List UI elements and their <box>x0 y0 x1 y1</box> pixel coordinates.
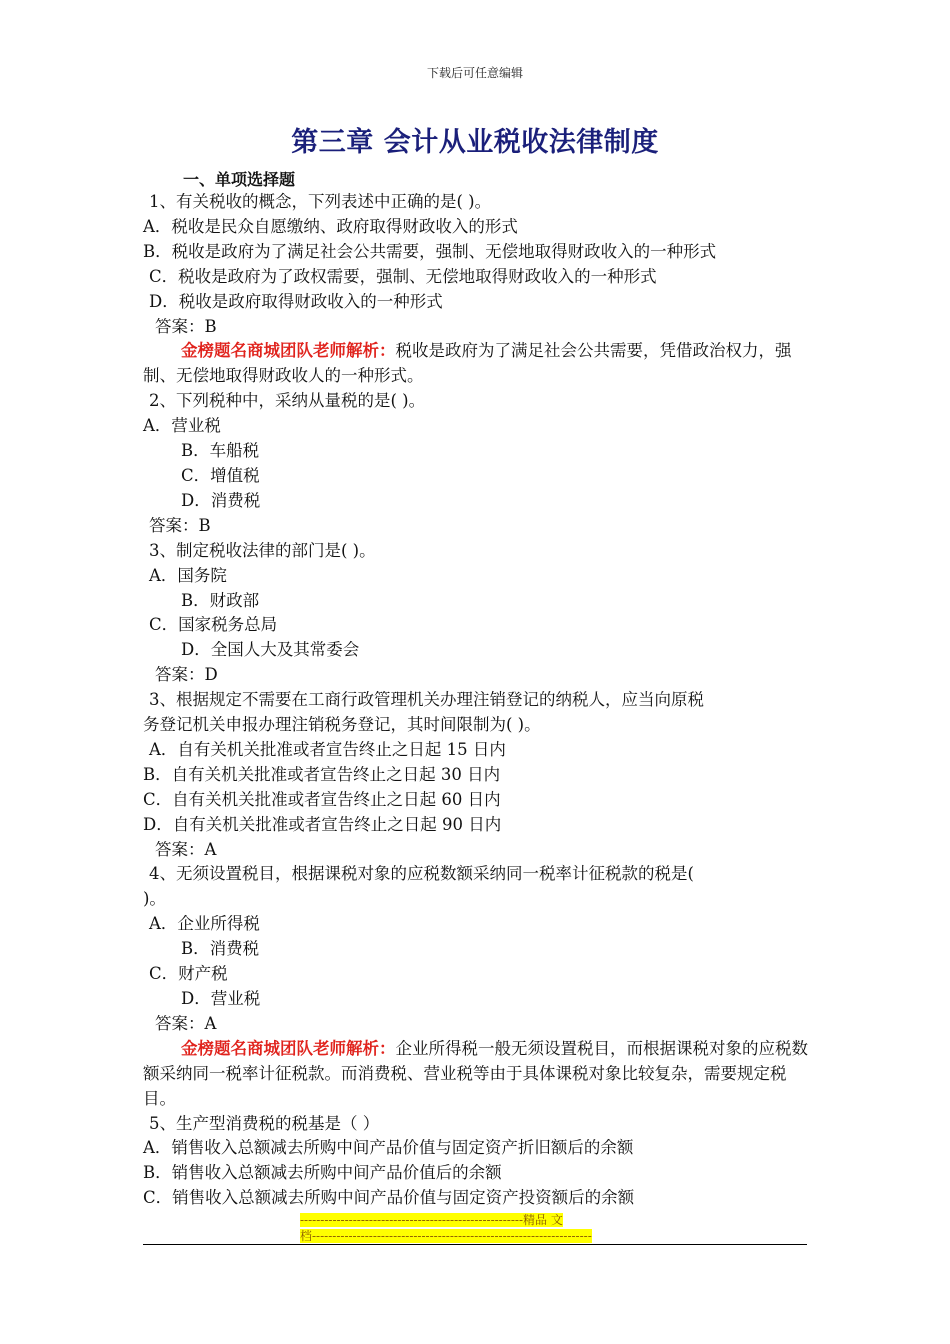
text-line: C．增值税 <box>181 465 260 485</box>
text-line: B．自有关机关批准或者宣告终止之日起 30 日内 <box>143 764 501 784</box>
text-line: D．营业税 <box>181 989 261 1008</box>
text-line: A．税收是民众自愿缴纳、政府取得财政收入的形式 <box>143 216 518 236</box>
explanation-paragraph <box>143 1037 813 1112</box>
explanation-paragraph <box>143 339 813 389</box>
text-line: 务登记机关申报办理注销税务登记，其时间限制为( )。 <box>143 715 541 735</box>
text-line: B．销售收入总额减去所购中间产品价值后的余额 <box>143 1163 502 1183</box>
question-body <box>143 190 813 1211</box>
text-line: 答案：B <box>155 316 217 336</box>
text-line: A．国务院 <box>149 565 227 585</box>
text-line: A．企业所得税 <box>149 914 260 934</box>
footer-watermark <box>300 1212 648 1244</box>
footer-divider <box>143 1244 807 1245</box>
explanation-label: 金榜题名商城团队老师解析： <box>181 341 396 361</box>
text-line: A．销售收入总额减去所购中间产品价值与固定资产折旧额后的余额 <box>143 1138 634 1158</box>
section-heading: 一、单项选择题 <box>183 170 296 189</box>
text-line: 答案：B <box>149 515 211 535</box>
header-note: 下载后可任意编辑 <box>426 66 523 80</box>
page-title: 第三章 会计从业税收法律制度 <box>291 127 659 158</box>
text-line: 2、下列税种中，采纳从量税的是( )。 <box>149 391 426 411</box>
text-line: 4、无须设置税目，根据课税对象的应税数额采纳同一税率计征税款的税是( <box>149 864 694 884</box>
text-line: 3、根据规定不需要在工商行政管理机关办理注销登记的纳税人，应当向原税 <box>149 690 704 710</box>
text-line: B．车船税 <box>181 441 260 461</box>
text-line: C．销售收入总额减去所购中间产品价值与固定资产投资额后的余额 <box>143 1188 635 1208</box>
text-line: 答案：A <box>155 1013 217 1033</box>
text-line: D．税收是政府取得财政收入的一种形式 <box>149 291 443 311</box>
explanation-label: 金榜题名商城团队老师解析： <box>181 1038 396 1058</box>
text-line: D．自有关机关批准或者宣告终止之日起 90 日内 <box>143 814 502 834</box>
text-line: 3、制定税收法律的部门是( )。 <box>149 540 376 560</box>
explanation-text: 税收是政府为了满足社会公共需要，凭借政治权力，强制、无偿地取得财政收人的一种形式。 <box>143 341 792 386</box>
text-line: A．自有关机关批准或者宣告终止之日起 15 日内 <box>149 739 506 759</box>
text-line: C．自有关机关批准或者宣告终止之日起 60 日内 <box>143 789 501 809</box>
text-line: B．消费税 <box>181 939 260 959</box>
text-line: B．税收是政府为了满足社会公共需要，强制、无偿地取得财政收入的一种形式 <box>143 241 717 261</box>
text-line: C．税收是政府为了政权需要，强制、无偿地取得财政收入的一种形式 <box>149 266 657 286</box>
text-line: 5、生产型消费税的税基是（ ） <box>149 1113 380 1133</box>
text-line: D．消费税 <box>181 490 261 510</box>
text-line: 答案：A <box>155 839 217 859</box>
text-line: C．国家税务总局 <box>149 615 278 635</box>
text-line: A．营业税 <box>143 416 221 436</box>
text-line: 答案：D <box>155 665 218 685</box>
text-line: )。 <box>143 889 166 909</box>
text-line: D．全国人大及其常委会 <box>181 640 360 660</box>
footer-line-1: -------------------------------------------------------精品 文 <box>300 1213 563 1227</box>
text-line: B．财政部 <box>181 590 260 610</box>
explanation-text: 企业所得税一般无须设置税目，而根据课税对象的应税数额采纳同一税率计征税款。而消费税、营业税等由于具体课税对象比较复杂，需要规定税目。 <box>143 1038 808 1108</box>
footer-line-2: 档--------------------------------------------------------------------- <box>300 1229 592 1243</box>
text-line: 1、有关税收的概念，下列表述中正确的是( )。 <box>149 192 492 211</box>
text-line: C．财产税 <box>149 964 228 984</box>
